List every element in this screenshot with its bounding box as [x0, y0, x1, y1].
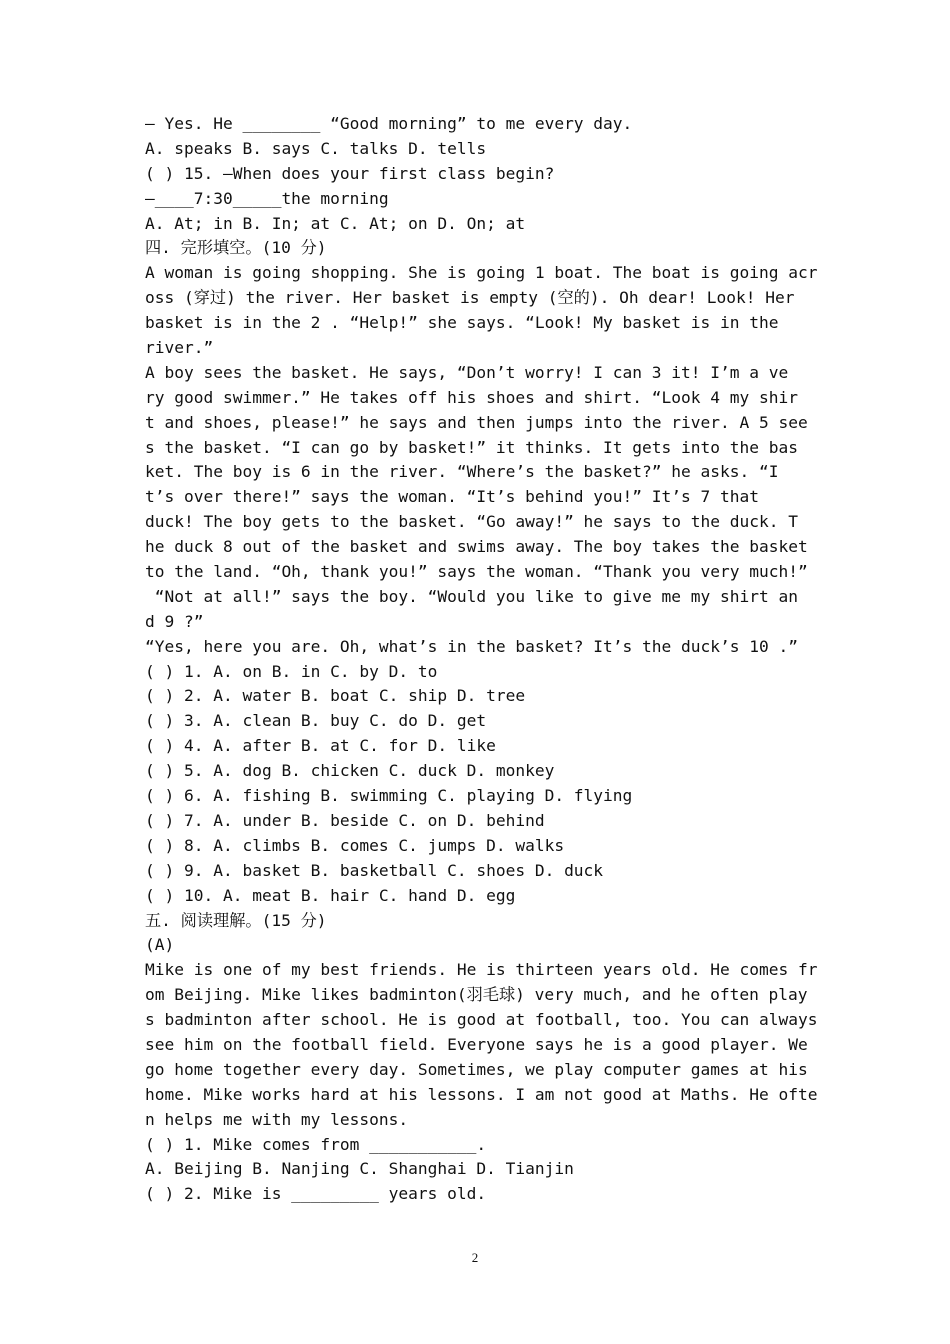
document-body — [145, 112, 825, 1207]
text-line: 四. 完形填空。(10 分) — [145, 238, 327, 258]
text-line: s badminton after school. He is good at football, too. You can always — [145, 1010, 818, 1030]
text-line: ket. The boy is 6 in the river. “Where’s the basket?” he asks. “I — [145, 462, 779, 482]
text-line: 五. 阅读理解。(15 分) — [145, 910, 327, 930]
text-line: — Yes. He ________ “Good morning” to me every day. — [145, 114, 633, 133]
text-line: A. speaks B. says C. talks D. tells — [145, 138, 487, 158]
text-line: A boy sees the basket. He says, “Don’t worry! I can 3 it! I’m a ve — [145, 362, 789, 382]
text-line: ( ) 1. Mike comes from ___________. — [145, 1134, 487, 1154]
text-line: ( ) 2. Mike is _________ years old. — [145, 1184, 487, 1204]
text-line: t’s over there!” says the woman. “It’s behind you!” It’s 7 that — [145, 487, 759, 507]
text-line: (A) — [145, 935, 175, 955]
text-line: t and shoes, please!” he says and then jumps into the river. A 5 see — [145, 412, 808, 432]
text-line: he duck 8 out of the basket and swims away. The boy takes the basket — [145, 537, 808, 557]
text-line: ( ) 3. A. clean B. buy C. do D. get — [145, 711, 487, 731]
text-line: ( ) 2. A. water B. boat C. ship D. tree — [145, 686, 526, 706]
text-line: ( ) 5. A. dog B. chicken C. duck D. monkey — [145, 761, 555, 781]
text-line: A woman is going shopping. She is going 1 boat. The boat is going acr — [145, 263, 818, 283]
text-line: ( ) 7. A. under B. beside C. on D. behind — [145, 810, 545, 830]
text-line: —____7:30_____the morning — [145, 188, 389, 208]
text-line: home. Mike works hard at his lessons. I am not good at Maths. He ofte — [145, 1084, 818, 1104]
text-line: ( ) 9. A. basket B. basketball C. shoes D. duck — [145, 860, 604, 880]
text-line: s the basket. “I can go by basket!” it thinks. It gets into the bas — [145, 437, 798, 457]
text-line: A. Beijing B. Nanjing C. Shanghai D. Tianjin — [145, 1159, 574, 1179]
text-line: ( ) 10. A. meat B. hair C. hand D. egg — [145, 885, 516, 905]
text-line: ( ) 4. A. after B. at C. for D. like — [145, 736, 496, 756]
text-line: Mike is one of my best friends. He is thirteen years old. He comes fr — [145, 960, 818, 980]
text-line: basket is in the 2 . “Help!” she says. “Look! My basket is in the — [145, 313, 779, 333]
text-line: d 9 ?” — [145, 611, 204, 631]
text-line: A. At; in B. In; at C. At; on D. On; at — [145, 213, 526, 233]
text-line: see him on the football field. Everyone says he is a good player. We — [145, 1034, 808, 1054]
text-line: ry good swimmer.” He takes off his shoes and shirt. “Look 4 my shir — [145, 387, 798, 407]
text-line: n helps me with my lessons. — [145, 1109, 409, 1129]
text-line: to the land. “Oh, thank you!” says the woman. “Thank you very much!” — [145, 562, 808, 582]
text-line: river.” — [145, 338, 214, 358]
text-line: ( ) 1. A. on B. in C. by D. to — [145, 661, 438, 681]
text-line: oss (穿过) the river. Her basket is empty (空的). Oh dear! Look! Her — [145, 288, 795, 308]
page-number: 2 — [471, 1250, 479, 1265]
text-line: duck! The boy gets to the basket. “Go away!” he says to the duck. T — [145, 512, 798, 532]
text-line: ( ) 8. A. climbs B. comes C. jumps D. walks — [145, 835, 565, 855]
text-line: go home together every day. Sometimes, we play computer games at his — [145, 1059, 808, 1079]
text-line: “Yes, here you are. Oh, what’s in the basket? It’s the duck’s 10 .” — [145, 636, 798, 656]
text-line: ( ) 15. —When does your first class begin? — [145, 163, 555, 183]
text-line: ( ) 6. A. fishing B. swimming C. playing D. flying — [145, 786, 633, 806]
text-line: om Beijing. Mike likes badminton(羽毛球) very much, and he often play — [145, 985, 808, 1005]
text-line: “Not at all!” says the boy. “Would you like to give me my shirt an — [145, 586, 798, 606]
